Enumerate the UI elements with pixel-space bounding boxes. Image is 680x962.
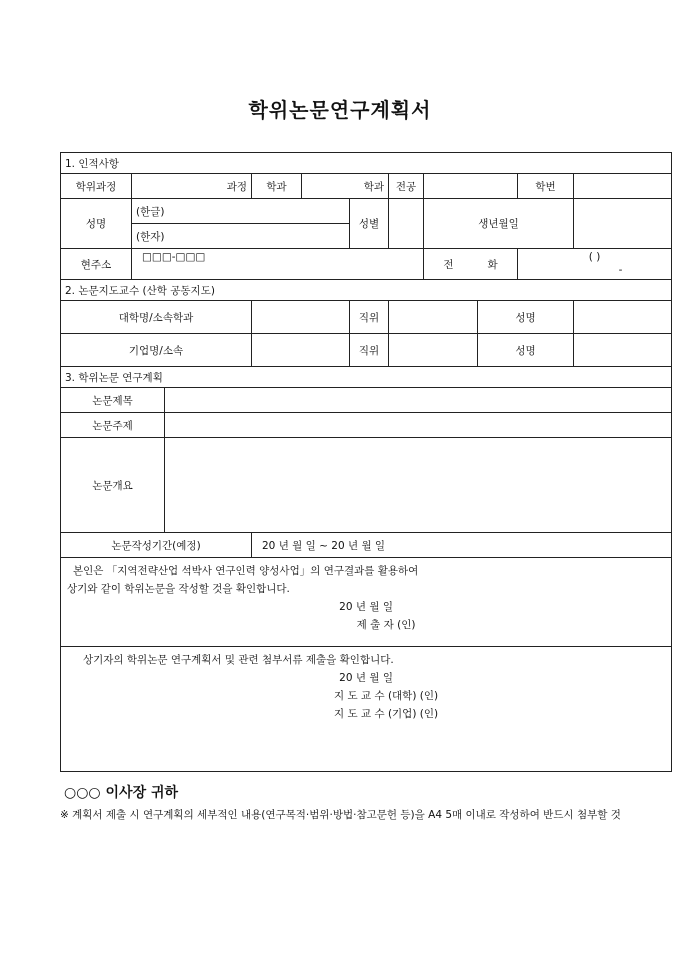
name-hanja-hint: (한자) bbox=[136, 230, 165, 243]
company-advisor-label: 기업명/소속 bbox=[61, 334, 252, 367]
zip-code-placeholder: □□□-□□□ bbox=[142, 251, 206, 263]
address-field[interactable] bbox=[132, 249, 424, 280]
name-korean-hint: (한글) bbox=[136, 205, 165, 218]
dept-suffix: 학과 bbox=[363, 180, 384, 193]
confirm-advisor-univ: 지 도 교 수 (대학) (인) bbox=[334, 690, 439, 702]
gender-field[interactable] bbox=[389, 199, 424, 249]
thesis-topic-label: 논문주제 bbox=[61, 413, 165, 438]
univ-name-label: 성명 bbox=[478, 301, 574, 334]
thesis-title-field[interactable] bbox=[165, 388, 672, 413]
page-title: 학위논문연구계획서 bbox=[248, 98, 432, 122]
confirm-date: 20 년 월 일 bbox=[339, 672, 393, 684]
major-field[interactable] bbox=[424, 174, 518, 199]
univ-position-field[interactable] bbox=[389, 301, 478, 334]
phone-field[interactable] bbox=[518, 249, 672, 280]
dept-field[interactable] bbox=[302, 174, 389, 199]
student-id-label: 학번 bbox=[518, 174, 574, 199]
name-label: 성명 bbox=[61, 199, 132, 249]
company-position-field[interactable] bbox=[389, 334, 478, 367]
birth-field[interactable] bbox=[574, 199, 672, 249]
section-personal-heading: 1. 인적사항 bbox=[61, 153, 672, 174]
thesis-topic-field[interactable] bbox=[165, 413, 672, 438]
applicant-statement bbox=[61, 558, 672, 647]
univ-advisor-field[interactable] bbox=[252, 301, 350, 334]
thesis-plan-form bbox=[60, 152, 672, 772]
name-hanja-field[interactable] bbox=[132, 224, 350, 249]
birth-label: 생년월일 bbox=[424, 199, 574, 249]
period-field[interactable]: 20 년 월 일 ~ 20 년 월 일 bbox=[252, 533, 672, 558]
phone-dash: - bbox=[618, 264, 623, 276]
company-advisor-field[interactable] bbox=[252, 334, 350, 367]
section-research-heading: 3. 학위논문 연구계획 bbox=[61, 367, 672, 388]
phone-area-code: ( ) bbox=[588, 251, 601, 263]
statement-date: 20 년 월 일 bbox=[339, 601, 393, 613]
address-label: 현주소 bbox=[61, 249, 132, 280]
course-suffix: 과정 bbox=[226, 180, 247, 193]
name-korean-field[interactable] bbox=[132, 199, 350, 224]
phone-label-a: 전 bbox=[443, 258, 454, 271]
company-name-field[interactable] bbox=[574, 334, 672, 367]
statement-line-1: 본인은 「지역전략산업 석박사 연구인력 양성사업」의 연구결과를 활용하여 bbox=[73, 565, 419, 577]
footnote: ※ 계획서 제출 시 연구계획의 세부적인 내용(연구목적·범위·방법·참고문헌 등)을 A4 5매 이내로 작성하여 반드시 첨부할 것 bbox=[60, 809, 621, 821]
major-label: 전공 bbox=[389, 174, 424, 199]
student-id-field[interactable] bbox=[574, 174, 672, 199]
company-name-label: 성명 bbox=[478, 334, 574, 367]
advisor-confirmation bbox=[61, 647, 672, 772]
company-position-label: 직위 bbox=[350, 334, 389, 367]
phone-label bbox=[424, 249, 518, 280]
statement-line-2: 상기와 같이 학위논문을 작성할 것을 확인합니다. bbox=[67, 583, 290, 595]
univ-position-label: 직위 bbox=[350, 301, 389, 334]
degree-course-field[interactable] bbox=[132, 174, 252, 199]
section-advisor-heading: 2. 논문지도교수 (산학 공동지도) bbox=[61, 280, 672, 301]
dept-label: 학과 bbox=[252, 174, 302, 199]
univ-name-field[interactable] bbox=[574, 301, 672, 334]
period-label: 논문작성기간(예정) bbox=[61, 533, 252, 558]
thesis-summary-field[interactable] bbox=[165, 438, 672, 533]
univ-advisor-label: 대학명/소속학과 bbox=[61, 301, 252, 334]
thesis-summary-label: 논문개요 bbox=[61, 438, 165, 533]
statement-submitter: 제 출 자 (인) bbox=[356, 619, 416, 631]
closing-addressee: ○○○ 이사장 귀하 bbox=[64, 785, 179, 801]
confirm-advisor-company: 지 도 교 수 (기업) (인) bbox=[334, 708, 439, 720]
thesis-title-label: 논문제목 bbox=[61, 388, 165, 413]
gender-label: 성별 bbox=[350, 199, 389, 249]
phone-label-b: 화 bbox=[487, 258, 498, 271]
degree-label: 학위과정 bbox=[61, 174, 132, 199]
confirm-line-1: 상기자의 학위논문 연구계획서 및 관련 첨부서류 제출을 확인합니다. bbox=[83, 654, 394, 666]
